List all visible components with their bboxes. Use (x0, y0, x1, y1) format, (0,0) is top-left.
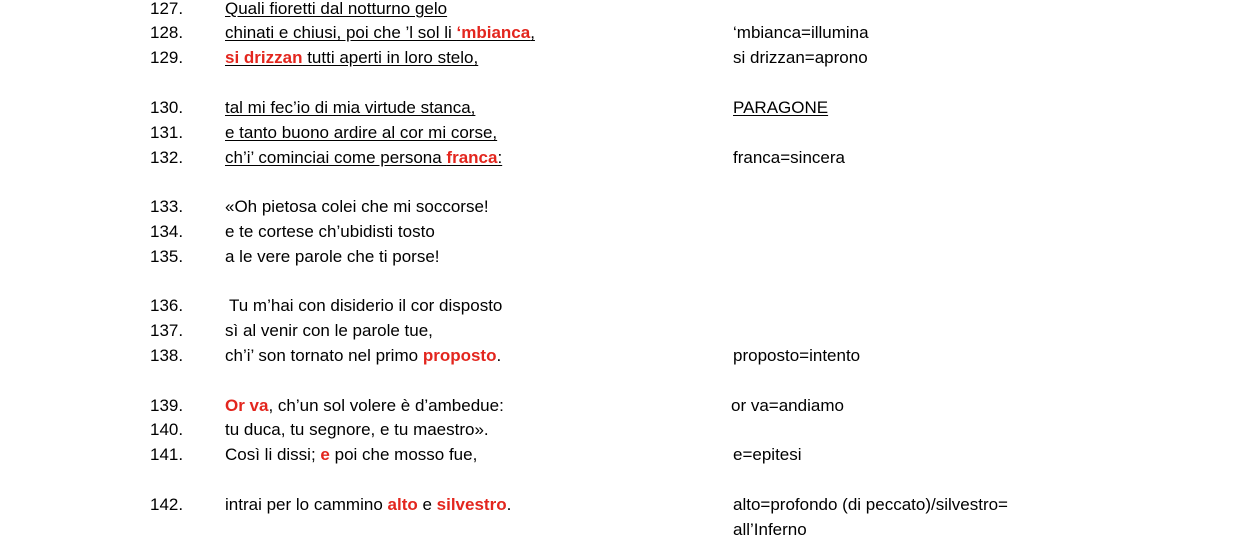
verse-line (0, 96, 1242, 120)
verse-text (225, 418, 489, 442)
verse-line (0, 220, 1242, 244)
gloss-note: si drizzan=aprono (733, 48, 868, 67)
verse-line (0, 443, 1242, 467)
verse-text (225, 146, 502, 170)
verse-number: 141. (150, 445, 184, 464)
verse-number: 130. (150, 98, 184, 117)
verse-text (225, 21, 535, 45)
verse-segment: sì al venir con le parole tue, (225, 321, 433, 340)
verse-line (0, 319, 1242, 343)
verse-number: 131. (150, 123, 184, 142)
verse-text (225, 245, 440, 269)
verse-segment: ch’i’ cominciai come persona (225, 148, 447, 167)
gloss-note: all’Inferno (733, 520, 807, 539)
verse-text (225, 195, 489, 219)
verse-text (225, 121, 497, 145)
verse-text (225, 220, 435, 244)
verse-line (0, 294, 1242, 318)
gloss-note: or va=andiamo (731, 396, 844, 415)
highlighted-word: proposto (422, 346, 497, 365)
highlighted-word: Or va (225, 396, 269, 415)
verse-segment: e (417, 495, 437, 514)
verse-line (0, 146, 1242, 170)
gloss-note: PARAGONE (733, 98, 829, 117)
verse-number: 138. (150, 346, 184, 365)
verse-segment: ch’i’ son tornato nel primo (225, 346, 423, 365)
verse-segment: a le vere parole che ti porse! (225, 247, 440, 266)
verse-segment: . (496, 346, 502, 365)
verse-segment: Quali fioretti dal notturno gelo (225, 0, 448, 18)
verse-line (0, 195, 1242, 219)
verse-number: 127. (150, 0, 184, 18)
verse-segment: intrai per lo cammino (225, 495, 388, 514)
highlighted-word: e (320, 445, 330, 464)
highlighted-word: ‘mbianca (456, 23, 531, 42)
verse-number: 133. (150, 197, 184, 216)
verse-segment: poi che mosso fue, (329, 445, 478, 464)
verse-line (0, 46, 1242, 70)
verse-line (0, 21, 1242, 45)
highlighted-word: silvestro (436, 495, 507, 514)
verse-text (225, 394, 504, 418)
verse-text (225, 319, 433, 343)
verse-text (225, 46, 478, 70)
verse-line (0, 518, 1242, 542)
verse-line (0, 245, 1242, 269)
gloss-note: franca=sincera (733, 148, 845, 167)
gloss-note: alto=profondo (di peccato)/silvestro= (733, 495, 1008, 514)
verse-text (225, 443, 477, 467)
verse-line (0, 493, 1242, 517)
verse-segment: , (530, 23, 535, 42)
verse-number: 129. (150, 48, 184, 67)
verse-segment: : (497, 148, 503, 167)
verse-segment: , ch’un sol volere è d’ambedue: (268, 396, 504, 415)
verse-number: 139. (150, 396, 184, 415)
verse-segment: Così li dissi; (225, 445, 321, 464)
verse-segment: Tu m’hai con disiderio il cor disposto (229, 296, 503, 315)
verse-line (0, 0, 1242, 21)
verse-segment: tu duca, tu segnore, e tu maestro». (225, 420, 489, 439)
verse-segment: chinati e chiusi, poi che ’l sol li (225, 23, 457, 42)
highlighted-word: si drizzan (225, 48, 303, 67)
gloss-note: ‘mbianca=illumina (733, 23, 869, 42)
verse-number: 135. (150, 247, 184, 266)
verse-line (0, 121, 1242, 145)
verse-segment: e te cortese ch’ubidisti tosto (225, 222, 435, 241)
verse-text (229, 294, 502, 318)
verse-line (0, 394, 1242, 418)
verse-segment: «Oh pietosa colei che mi soccorse! (225, 197, 489, 216)
verse-segment: . (506, 495, 512, 514)
verse-number: 128. (150, 23, 184, 42)
verse-text (225, 0, 447, 21)
verse-number: 142. (150, 495, 184, 514)
verse-line (0, 344, 1242, 368)
verse-segment: e tanto buono ardire al cor mi corse, (225, 123, 498, 142)
verse-text (225, 96, 475, 120)
highlighted-word: alto (387, 495, 418, 514)
verse-number: 137. (150, 321, 184, 340)
gloss-note: e=epitesi (733, 445, 802, 464)
highlighted-word: franca (446, 148, 498, 167)
verse-number: 140. (150, 420, 184, 439)
verse-text (225, 493, 511, 517)
verse-number: 136. (150, 296, 184, 315)
verse-segment: tutti aperti in loro stelo, (302, 48, 479, 67)
verse-line (0, 418, 1242, 442)
verse-segment: tal mi fec’io di mia virtude stanca, (225, 98, 476, 117)
verse-number: 132. (150, 148, 184, 167)
gloss-note: proposto=intento (733, 346, 861, 365)
verse-text (225, 344, 501, 368)
verse-number: 134. (150, 222, 184, 241)
